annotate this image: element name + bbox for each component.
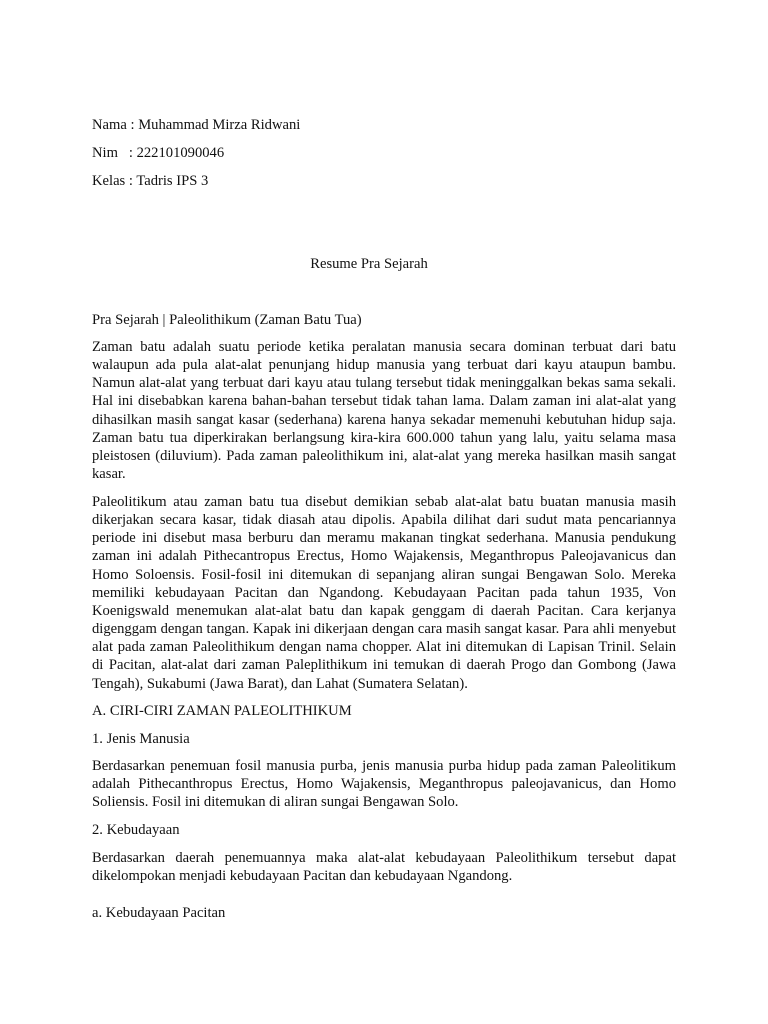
paragraph-3: Berdasarkan penemuan fosil manusia purba, jenis manusia purba hidup pada zaman Paleolitikum adalah Pithecanthropus Erectus, Homo Wajakensis, Meganthropus paleojavanicus, dan Homo Soliensis. Fosil ini ditemukan di aliran sungai Bengawan Solo. [92,758,676,811]
student-name: Nama : Muhammad Mirza Ridwani [92,117,301,133]
document-title: Resume Pra Sejarah [310,256,428,272]
paragraph-4: Berdasarkan daerah penemuannya maka alat-alat kebudayaan Paleolithikum tersebut dapat dikelompokan menjadi kebudayaan Pacitan dan kebudayaan Ngandong. [92,850,676,885]
heading-kebudayaan: 2. Kebudayaan [92,822,180,838]
heading-ciri-ciri: A. CIRI-CIRI ZAMAN PALEOLITHIKUM [92,703,352,719]
heading-kebudayaan-pacitan: a. Kebudayaan Pacitan [92,905,226,921]
student-class: Kelas : Tadris IPS 3 [92,173,209,189]
student-nim: Nim : 222101090046 [92,145,225,161]
intro-heading: Pra Sejarah | Paleolithikum (Zaman Batu Tua) [92,312,362,328]
paragraph-1: Zaman batu adalah suatu periode ketika peralatan manusia secara dominan terbuat dari batu walaupun ada pula alat-alat penunjang hidup manusia yang terbuat dari kayu ataupun bambu. Namun alat-alat yang terbuat dari kayu atau tulang tersebut tidak meninggalkan bekas sama sekali. Hal ini disebabkan karena bahan-bahan tersebut tidak tahan lama. Dalam zaman ini alat-alat yang dihasilkan masih sangat kasar (sederhana) karena hanya sekadar memenuhi kebutuhan hidup saja. Zaman batu tua diperkirakan berlangsung kira-kira 600.000 tahun yang lalu, yaitu selama masa pleistosen (diluvium). Pada zaman paleolithikum ini, alat-alat yang mereka hasilkan masih sangat kasar. [92,339,676,483]
heading-jenis-manusia: 1. Jenis Manusia [92,731,190,747]
paragraph-2: Paleolitikum atau zaman batu tua disebut demikian sebab alat-alat batu buatan manusia masih dikerjakan secara kasar, tidak diasah atau dipolis. Apabila dilihat dari sudut mata pencariannya periode ini disebut masa berburu dan meramu makanan tingkat sederhana. Manusia pendukung zaman ini adalah Pithecantropus Erectus, Homo Wajakensis, Meganthropus Paleojavanicus dan Homo Soloensis. Fosil-fosil ini ditemukan di sepanjang aliran sungai Bengawan Solo. Mereka memiliki kebudayaan Pacitan dan Ngandong. Kebudayaan Pacitan pada tahun 1935, Von Koenigswald menemukan alat-alat batu dan kapak genggam di daerah Pacitan. Cara kerjanya digenggam dengan tangan. Kapak ini dikerjaan dengan cara masih sangat kasar. Para ahli menyebut alat pada zaman Paleolithikum dengan nama chopper. Alat ini ditemukan di Lapisan Trinil. Selain di Pacitan, alat-alat dari zaman Paleplithikum ini temukan di daerah Progo dan Gombong (Jawa Tengah), Sukabumi (Jawa Barat), dan Lahat (Sumatera Selatan). [92,494,676,692]
